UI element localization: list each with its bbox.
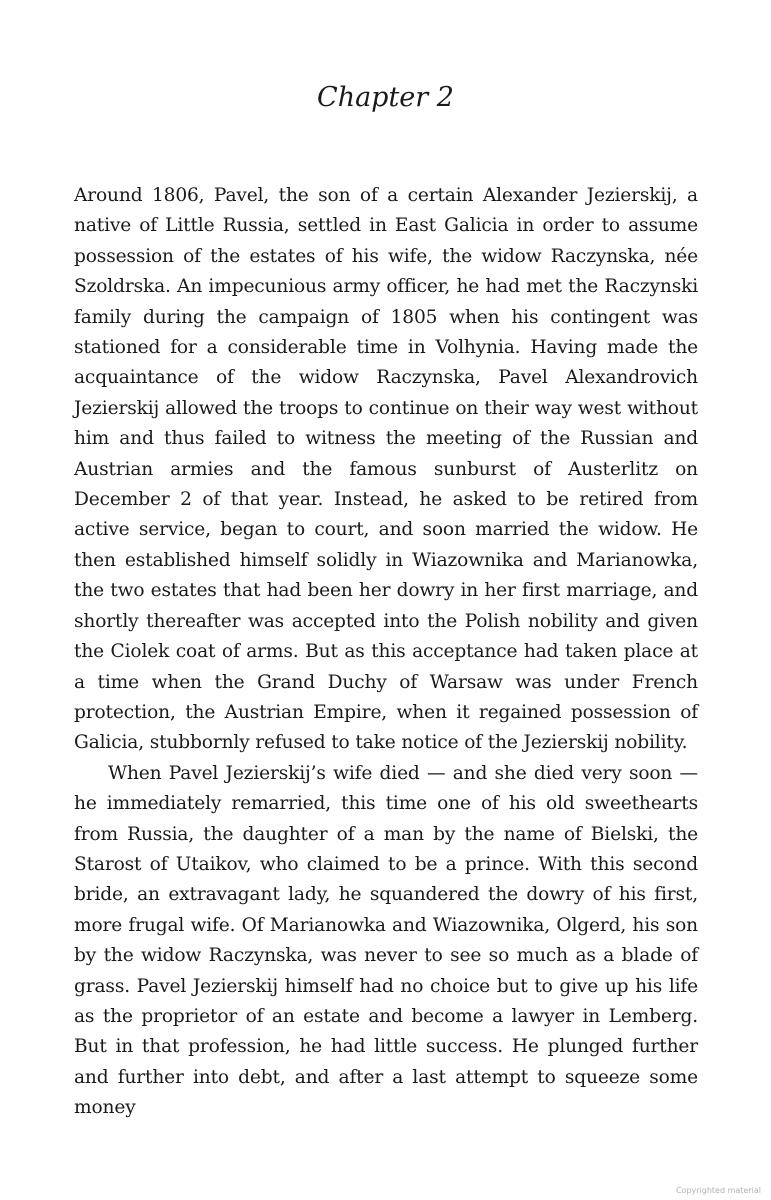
paragraph-1: Around 1806, Pavel, the son of a certain Alexander Jezierskij, a native of Little Russia, settled in East Galicia in order to assume possession of the estates of his wife, the widow Raczynska, née Szoldrska. An impecunious army officer, he had met the Raczynski family during the campaign of 1805 when his contingent was stationed for a considerable time in Volhynia. Having made the acquaintance of the widow Raczynska, Pavel Alexandrovich Jezierskij allowed the troops to continue on their way west without him and thus failed to witness the meeting of the Russian and Austrian armies and the famous sunburst of Austerlitz on December 2 of that year. Instead, he asked to be retired from active service, began to court, and soon married the widow. He then established himself solidly in Wiazownika and Marianowka, the two estates that had been her dowry in her first marriage, and shortly thereafter was accepted into the Polish nobility and given the Ciolek coat of arms. But as this acceptance had taken place at a time when the Grand Duchy of Warsaw was under French protection, the Austrian Empire, when it regained possession of Galicia, stubbornly refused to take notice of the Jezierskij nobility. [74, 185, 698, 754]
copyright-watermark: Copyrighted material [675, 1186, 761, 1195]
chapter-title: Chapter 2 [317, 82, 454, 113]
chapter-body [74, 181, 698, 1124]
paragraph-2: When Pavel Jezierskij’s wife died — and she died very soon — he immediately remarried, this time one of his old sweethearts from Russia, the daughter of a man by the name of Bielski, the Starost of Utaikov, who claimed to be a prince. With this second bride, an extravagant lady, he squandered the dowry of his first, more frugal wife. Of Marianowka and Wiazownika, Olgerd, his son by the widow Raczynska, was never to see so much as a blade of grass. Pavel Jezierskij himself had no choice but to give up his life as the proprietor of an estate and become a lawyer in Lemberg. But in that profession, he had little success. He plunged further and further into debt, and after a last attempt to squeeze some money [74, 762, 698, 1119]
